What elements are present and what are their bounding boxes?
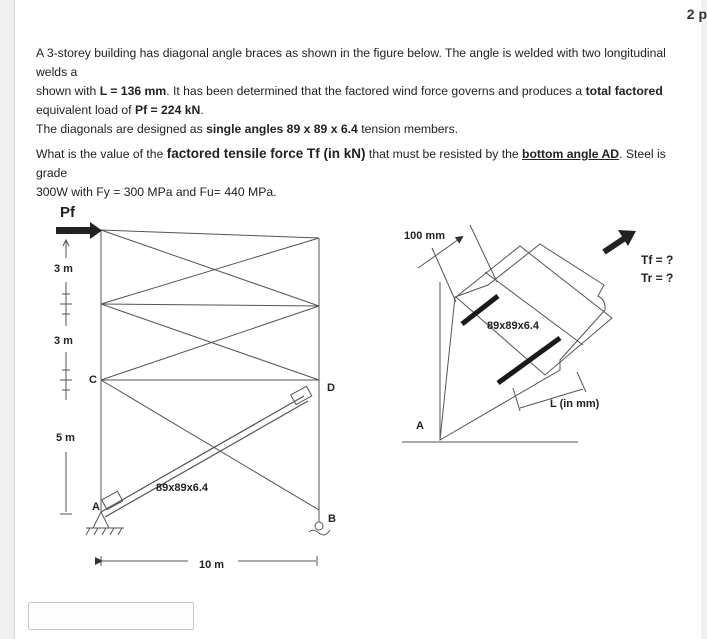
p1-text-3: . It has been determined that the factored wind force governs and produces a <box>166 84 586 98</box>
span-label: 10 m <box>199 559 225 571</box>
pf-value: Pf = 224 kN <box>134 103 201 117</box>
brace-1-cb <box>101 380 319 510</box>
p3-text-4: 300W with Fy = 300 MPa and Fu= 440 MPa. <box>36 185 277 199</box>
p1-text-1: A 3-storey building has diagonal angle braces as shown in the figure below. The angle is welded with two longitudinal welds a <box>36 46 666 79</box>
weld-bottom <box>498 338 560 383</box>
dim-bot-label: 5 m <box>56 432 75 444</box>
roller-support-b <box>309 522 330 535</box>
detail-member-label: 89x89x6.4 <box>487 320 539 332</box>
tf-arrow <box>604 230 636 252</box>
pin-support-a <box>86 512 124 535</box>
total-factored-text: total factored <box>585 84 663 98</box>
points-label: 2 p <box>686 6 707 22</box>
pf-label: Pf <box>60 204 75 221</box>
answer-input-box[interactable] <box>28 602 194 630</box>
brace-ad-line-2 <box>105 401 308 517</box>
roof-beam <box>101 230 319 238</box>
bottom-angle-underlined: bottom angle AD <box>522 147 620 161</box>
frame-member-label: 89x89x6.4 <box>156 482 208 494</box>
detail-angle-leg <box>485 272 583 345</box>
p3-text-1: What is the value of the <box>36 147 167 161</box>
tr-label: Tr = ? <box>641 271 674 285</box>
pf-load-arrow <box>56 222 102 239</box>
node-b-label: B <box>328 513 336 525</box>
dim-mid-label: 3 m <box>54 335 73 347</box>
p2-text-2: tension members. <box>357 122 459 136</box>
length-value: L = 136 mm <box>99 84 167 98</box>
factored-force-text: factored tensile force Tf (in kN) <box>166 146 366 161</box>
brace-ad-line-1 <box>101 396 304 512</box>
gusset-a <box>102 491 123 509</box>
node-c-label: C <box>89 374 97 386</box>
p2-text-1: The diagonals are designed as <box>36 122 207 136</box>
frame-diagram <box>101 230 319 522</box>
floor-beam-2 <box>101 304 319 306</box>
p1-text-4: equivalent load of <box>36 103 135 117</box>
tf-label: Tf = ? <box>641 253 674 267</box>
detail-gusset <box>440 244 605 440</box>
p3-text-3: . Steel is grade <box>36 147 666 180</box>
p1-text-2: shown with <box>36 84 100 98</box>
node-d-label: D <box>327 382 335 394</box>
p3-text-2: that must be resisted by the <box>365 147 523 161</box>
detail-node-a-label: A <box>416 420 424 432</box>
p1-text-5: . <box>200 103 204 117</box>
dim-top-label: 3 m <box>54 263 73 275</box>
width-label: 100 mm <box>404 230 445 242</box>
length-label: L (in mm) <box>550 398 600 410</box>
node-a-label: A <box>92 501 100 513</box>
height-dimension <box>60 240 72 514</box>
member-size-text: single angles 89 x 89 x 6.4 <box>206 122 358 136</box>
